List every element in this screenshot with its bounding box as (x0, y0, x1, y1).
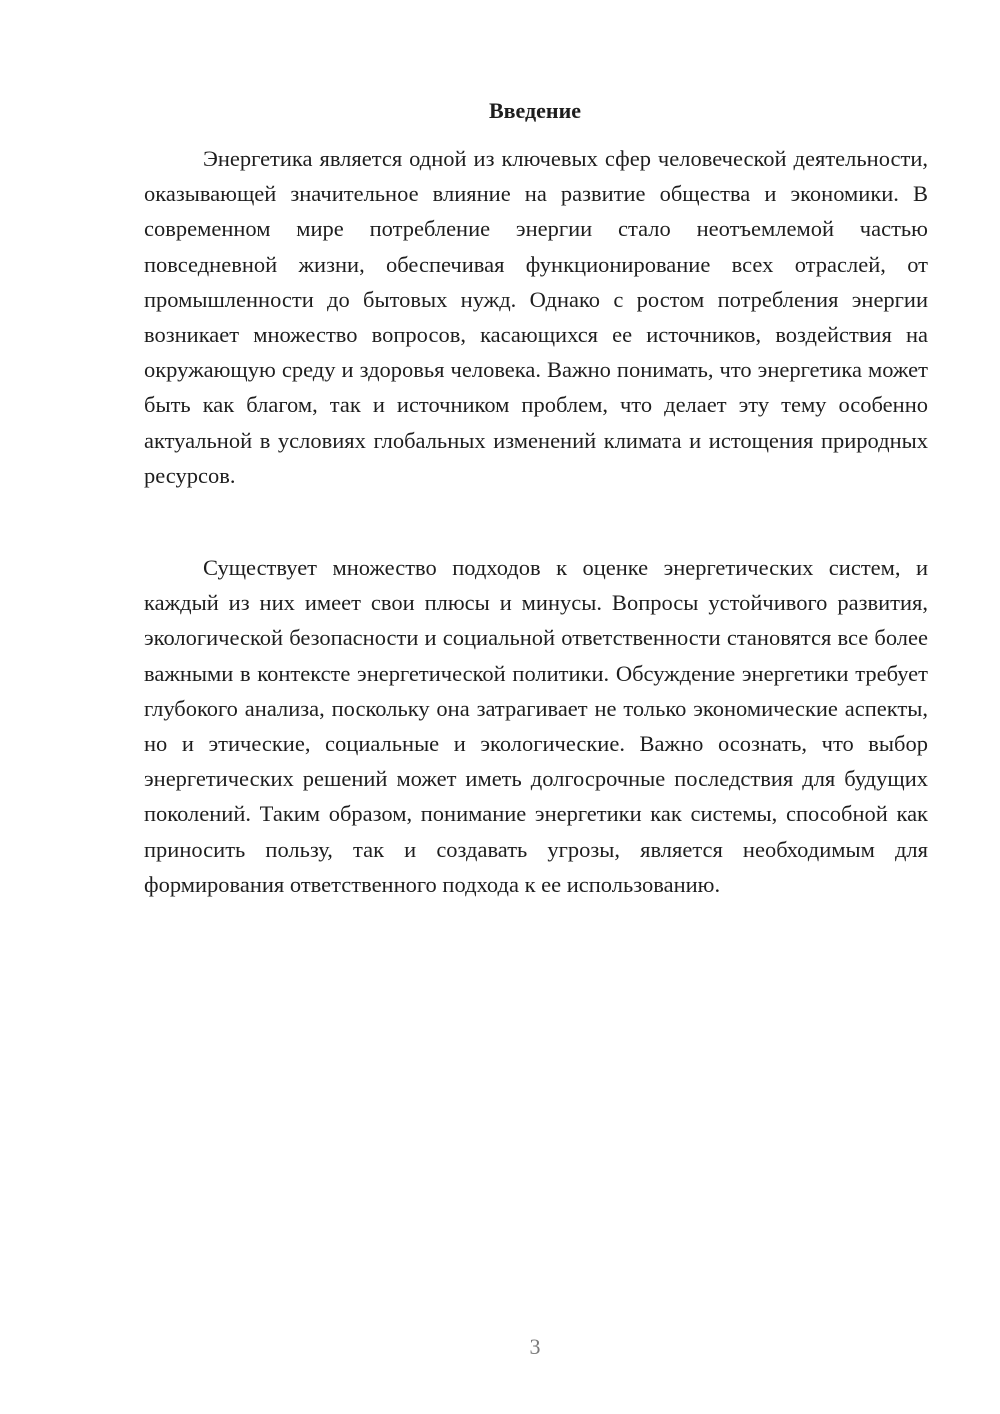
paragraph-2: Существует множество подходов к оценке энергетических систем, и каждый из них имеет свои плюсы и минусы. Вопросы устойчивого развития, экологической безопасности и социальной ответственности становятся все более важными в контексте энергетической политики. Обсуждение энергетики требует глубокого анализа, поскольку она затрагивает не только экономические аспекты, но и этические, социальные и экологические. Важно осознать, что выбор энергетических решений может иметь долгосрочные последствия для будущих поколений. Таким образом, понимание энергетики как системы, способной как приносить пользу, так и создавать угрозы, является необходимым для формирования ответственного подхода к ее использованию. (144, 555, 928, 897)
page-number: 3 (529, 1334, 541, 1359)
section-heading: Введение (488, 98, 582, 123)
paragraph-1: Энергетика является одной из ключевых сфер человеческой деятельности, оказывающей значительное влияние на развитие общества и экономики. В современном мире потребление энергии стало неотъемлемой частью повседневной жизни, обеспечивая функционирование всех отраслей, от промышленности до бытовых нужд. Однако с ростом потребления энергии возникает множество вопросов, касающихся ее источников, воздействия на окружающую среду и здоровья человека. Важно понимать, что энергетика может быть как благом, так и источником проблем, что делает эту тему особенно актуальной в условиях глобальных изменений климата и истощения природных ресурсов. (144, 146, 928, 488)
